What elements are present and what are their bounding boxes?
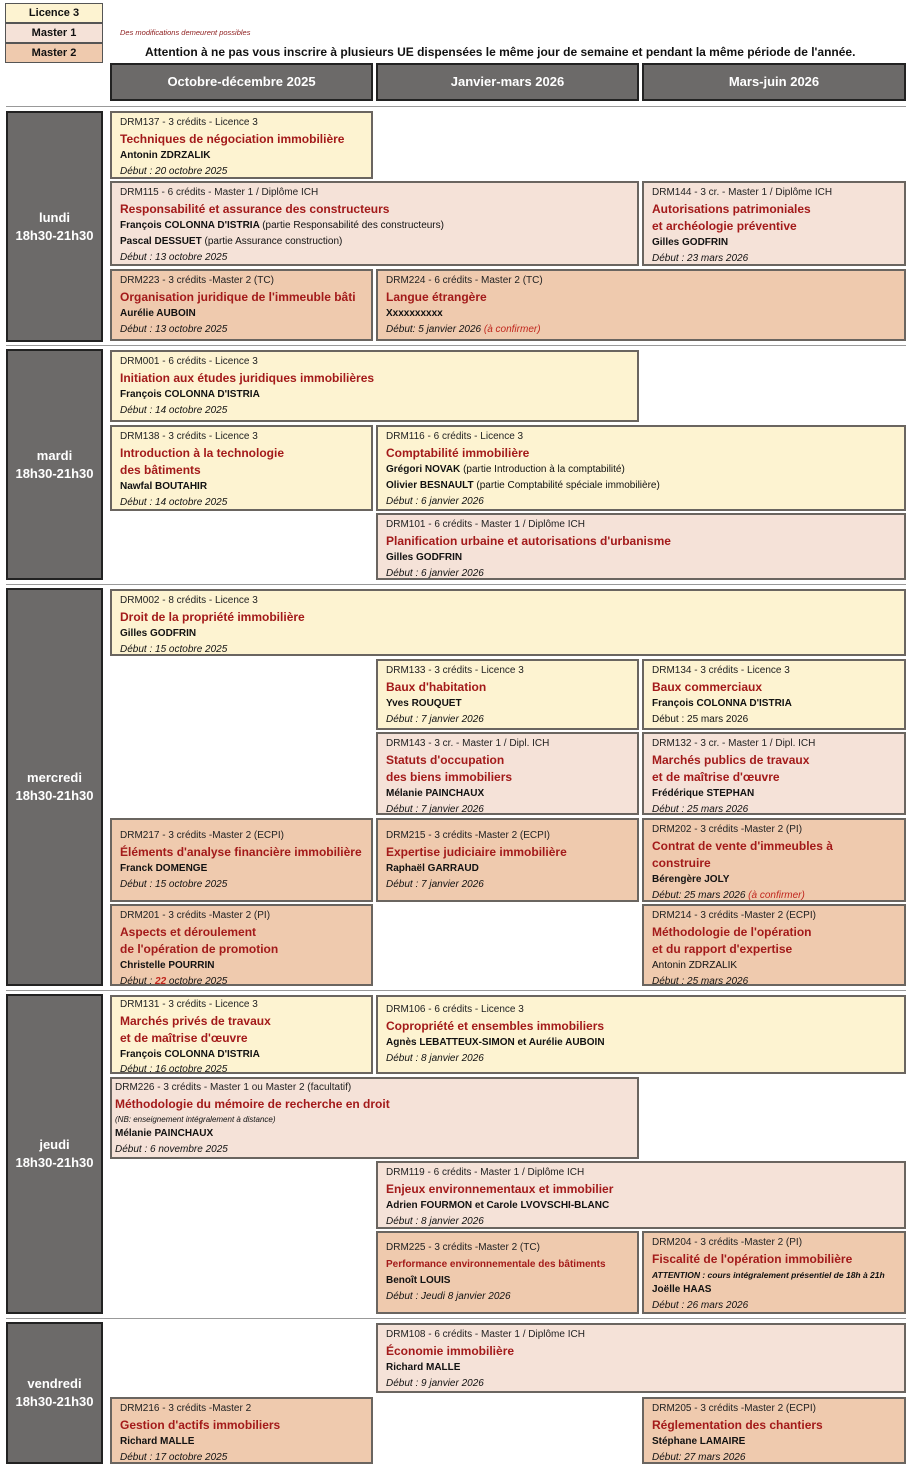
course-teacher: François COLONNA D'ISTRIA [652, 698, 792, 709]
course-meta: DRM138 - 3 crédits - Licence 3 [120, 431, 258, 442]
course-card-drm202[interactable] [642, 818, 906, 902]
course-start: Début : 23 mars 2026 [652, 253, 749, 264]
day-time: 18h30-21h30 [15, 1155, 94, 1170]
course-title: Économie immobilière [386, 1344, 515, 1358]
course-start: Début : 9 janvier 2026 [386, 1378, 484, 1389]
day-time: 18h30-21h30 [15, 788, 94, 803]
course-card-drm205[interactable] [642, 1397, 906, 1464]
course-title: Méthodologie de l'opération [652, 925, 812, 939]
course-meta: DRM131 - 3 crédits - Licence 3 [120, 999, 258, 1010]
course-title: et archéologie préventive [652, 219, 797, 233]
course-teacher [120, 218, 629, 234]
teacher-part: (partie Assurance construction) [204, 236, 343, 247]
start-date: Début: 5 janvier 2026 [386, 324, 482, 335]
course-title: Comptabilité immobilière [386, 446, 530, 460]
course-card-drm116[interactable] [376, 425, 906, 511]
course-attention-note: ATTENTION : cours intégralement présentiel de 18h à 21h [652, 1270, 885, 1280]
course-title: Copropriété et ensembles immobiliers [386, 1019, 605, 1033]
course-card-drm115[interactable] [110, 181, 639, 266]
course-teacher [386, 478, 896, 494]
course-title: Baux commerciaux [652, 680, 763, 694]
course-teacher [120, 234, 629, 250]
course-title: Techniques de négociation immobilière [120, 132, 345, 146]
course-start: Début : 8 janvier 2026 [386, 1053, 484, 1064]
separator [6, 990, 906, 991]
course-card-drm106[interactable] [376, 995, 906, 1074]
course-meta: DRM133 - 3 crédits - Licence 3 [386, 665, 524, 676]
course-teacher: Benoît LOUIS [386, 1275, 451, 1286]
course-title: Enjeux environnementaux et immobilier [386, 1182, 614, 1196]
course-card-drm217[interactable] [110, 818, 373, 902]
course-meta: DRM002 - 8 crédits - Licence 3 [120, 595, 258, 606]
course-meta: DRM132 - 3 cr. - Master 1 / Dipl. ICH [652, 738, 816, 749]
legend-licence-3: Licence 3 [5, 3, 103, 23]
course-teacher: Franck DOMENGE [120, 862, 208, 874]
legend-master-1: Master 1 [5, 23, 103, 43]
course-title: Méthodologie du mémoire de recherche en droit [115, 1097, 390, 1111]
legend-master-2: Master 2 [5, 43, 103, 63]
course-title: construire [652, 856, 711, 870]
course-title: des bâtiments [120, 463, 201, 477]
course-start: Début : 25 mars 2026 [652, 804, 749, 815]
course-start: Début : 20 octobre 2025 [120, 166, 228, 177]
course-meta: DRM224 - 6 crédits - Master 2 (TC) [386, 275, 543, 286]
course-teacher: Raphaël GARRAUD [386, 862, 479, 874]
course-start: Début : 6 janvier 2026 [386, 496, 484, 507]
course-teacher: Nawfal BOUTAHIR [120, 481, 208, 492]
course-title: Statuts d'occupation [386, 753, 505, 767]
course-start: Début : 17 octobre 2025 [120, 1452, 228, 1463]
course-meta: DRM204 - 3 crédits -Master 2 (PI) [652, 1237, 803, 1248]
course-start: Début : 6 janvier 2026 [386, 568, 484, 579]
course-start [652, 888, 896, 902]
day-time: 18h30-21h30 [15, 1394, 94, 1409]
course-meta: DRM214 - 3 crédits -Master 2 (ECPI) [652, 910, 816, 921]
day-time: 18h30-21h30 [15, 465, 94, 481]
course-card-drm214[interactable] [642, 904, 906, 986]
teacher-name: Olivier BESNAULT [386, 480, 474, 491]
course-teacher: Richard MALLE [120, 1436, 195, 1447]
day-label-mercredi [6, 588, 103, 986]
course-start: Début : 7 janvier 2026 [386, 804, 484, 815]
to-confirm-flag: (à confirmer) [748, 890, 805, 901]
course-start: Début : Jeudi 8 janvier 2026 [386, 1291, 511, 1302]
course-title: Expertise judiciaire immobilière [386, 844, 567, 859]
course-card-drm204[interactable] [642, 1231, 906, 1314]
modifications-note: Des modifications demeurent possibles [120, 28, 251, 37]
teacher-part: (partie Responsabilité des constructeurs) [262, 220, 444, 231]
course-start: Début : 15 octobre 2025 [120, 644, 228, 655]
course-meta: DRM143 - 3 cr. - Master 1 / Dipl. ICH [386, 738, 550, 749]
course-meta: DRM108 - 6 crédits - Master 1 / Diplôme ICH [386, 1329, 585, 1340]
course-start [120, 974, 363, 986]
course-start: Début : 26 mars 2026 [652, 1300, 749, 1311]
period-header-jan-mar: Janvier-mars 2026 [376, 63, 639, 101]
course-meta: DRM115 - 6 crédits - Master 1 / Diplôme ICH [120, 187, 319, 198]
course-start: Début : 25 mars 2026 [652, 714, 749, 725]
course-meta: DRM202 - 3 crédits -Master 2 (PI) [652, 824, 803, 835]
course-start: Début : 15 octobre 2025 [120, 878, 228, 890]
course-teacher: Gilles GODFRIN [120, 628, 197, 639]
course-card-drm215[interactable] [376, 818, 639, 902]
course-card-drm133[interactable] [376, 659, 639, 730]
course-teacher: Christelle POURRIN [120, 960, 215, 971]
course-card-drm119[interactable] [376, 1161, 906, 1229]
day-name: mercredi [27, 770, 82, 785]
course-teacher: Agnès LEBATTEUX-SIMON et Aurélie AUBOIN [386, 1037, 605, 1048]
course-start: Début : 16 octobre 2025 [120, 1064, 228, 1074]
course-title: Organisation juridique de l'immeuble bâti [120, 290, 356, 304]
course-teacher: Mélanie PAINCHAUX [386, 788, 485, 799]
separator [6, 345, 906, 346]
course-teacher: Xxxxxxxxxx [386, 308, 443, 319]
day-name: mardi [36, 447, 73, 463]
course-title: et de maîtrise d'œuvre [652, 770, 780, 784]
course-card-drm225[interactable] [376, 1231, 639, 1314]
course-title: et du rapport d'expertise [652, 942, 793, 956]
course-meta: DRM225 - 3 crédits -Master 2 (TC) [386, 1242, 540, 1253]
separator [6, 1318, 906, 1319]
course-card-drm002[interactable] [110, 589, 906, 656]
course-teacher: Aurélie AUBOIN [120, 308, 196, 319]
course-title: et de maîtrise d'œuvre [120, 1031, 248, 1045]
day-name: jeudi [39, 1137, 70, 1152]
course-meta: DRM134 - 3 crédits - Licence 3 [652, 665, 790, 676]
course-meta: DRM201 - 3 crédits -Master 2 (PI) [120, 910, 271, 921]
course-title: Fiscalité de l'opération immobilière [652, 1252, 853, 1266]
course-card-drm101[interactable] [376, 513, 906, 580]
course-start: Début : 6 novembre 2025 [115, 1144, 228, 1155]
course-meta: DRM119 - 6 crédits - Master 1 / Diplôme ICH [386, 1167, 585, 1178]
course-teacher: François COLONNA D'ISTRIA [120, 1049, 260, 1060]
course-meta: DRM001 - 6 crédits - Licence 3 [120, 356, 258, 367]
course-meta: DRM144 - 3 cr. - Master 1 / Diplôme ICH [652, 187, 833, 198]
course-card-drm137[interactable] [110, 111, 373, 179]
course-title: Autorisations patrimoniales [652, 202, 811, 216]
course-teacher: Richard MALLE [386, 1362, 461, 1373]
course-card-drm144[interactable] [642, 181, 906, 266]
course-teacher: Antonin ZDRZALIK [120, 150, 211, 161]
course-title: Contrat de vente d'immeubles à [652, 839, 833, 853]
course-title: Droit de la propriété immobilière [120, 610, 305, 624]
course-teacher [386, 462, 896, 478]
course-start: Début : 13 octobre 2025 [120, 252, 228, 263]
course-title: des biens immobiliers [386, 770, 513, 784]
course-card-drm131[interactable] [110, 995, 373, 1074]
course-title: Introduction à la technologie [120, 446, 285, 460]
course-title: Aspects et déroulement [120, 925, 257, 939]
start-day-highlight: 22 [155, 976, 167, 986]
course-card-drm001[interactable] [110, 350, 639, 422]
course-start: Début : 8 janvier 2026 [386, 1216, 484, 1227]
enrollment-warning: Attention à ne pas vous inscrire à plusieurs UE dispensées le même jour de semaine et pendant la même période de l'année. [145, 45, 856, 59]
course-teacher: Bérengère JOLY [652, 874, 730, 885]
course-meta: DRM116 - 6 crédits - Licence 3 [386, 431, 524, 442]
course-meta: DRM223 - 3 crédits -Master 2 (TC) [120, 275, 274, 286]
course-meta: DRM137 - 3 crédits - Licence 3 [120, 117, 258, 128]
day-label-jeudi [6, 994, 103, 1314]
day-name: lundi [38, 209, 71, 225]
course-card-drm226[interactable] [110, 1077, 639, 1159]
course-meta: DRM226 - 3 crédits - Master 1 ou Master 2 (facultatif) [115, 1082, 352, 1093]
course-meta: DRM215 - 3 crédits -Master 2 (ECPI) [386, 829, 550, 841]
course-meta: DRM205 - 3 crédits -Master 2 (ECPI) [652, 1403, 816, 1414]
course-title: Éléments d'analyse financière immobilière [120, 844, 362, 859]
course-card-drm108[interactable] [376, 1323, 906, 1393]
course-title: Planification urbaine et autorisations d'urbanisme [386, 534, 671, 548]
course-title: Marchés publics de travaux [652, 753, 810, 767]
course-meta: DRM217 - 3 crédits -Master 2 (ECPI) [120, 829, 284, 841]
start-prefix: Début : [120, 976, 156, 986]
day-label-mardi [6, 349, 103, 580]
teacher-name: Grégori NOVAK [386, 464, 461, 475]
course-start: Début : 7 janvier 2026 [386, 878, 484, 890]
course-title: de l'opération de promotion [120, 942, 279, 956]
teacher-name: Pascal DESSUET [120, 236, 202, 247]
course-card-drm223[interactable] [110, 269, 373, 341]
course-card-drm143[interactable] [376, 732, 639, 815]
course-card-drm224[interactable] [376, 269, 906, 341]
start-suffix: octobre 2025 [166, 976, 228, 986]
course-title: Baux d'habitation [386, 680, 487, 694]
course-card-drm138[interactable] [110, 425, 373, 511]
to-confirm-flag: (à confirmer) [483, 324, 541, 335]
course-meta: DRM216 - 3 crédits -Master 2 [120, 1403, 252, 1414]
day-label-vendredi [6, 1322, 103, 1464]
course-start: Début : 14 octobre 2025 [120, 405, 228, 416]
course-title: Initiation aux études juridiques immobilières [120, 371, 375, 385]
course-teacher: François COLONNA D'ISTRIA [120, 389, 260, 400]
course-start [386, 322, 896, 338]
course-card-drm132[interactable] [642, 732, 906, 815]
period-header-mar-jun: Mars-juin 2026 [642, 63, 906, 101]
course-title: Langue étrangère [386, 290, 487, 304]
period-header-oct-dec: Octobre-décembre 2025 [110, 63, 373, 101]
teacher-part: (partie Introduction à la comptabilité) [463, 464, 625, 475]
course-meta: DRM101 - 6 crédits - Master 1 / Diplôme ICH [386, 519, 585, 530]
course-meta: DRM106 - 6 crédits - Licence 3 [386, 1004, 524, 1015]
course-title: Responsabilité et assurance des constructeurs [120, 202, 390, 216]
course-teacher: Yves ROUQUET [386, 698, 462, 709]
course-teacher: Adrien FOURMON et Carole LVOVSCHI-BLANC [386, 1200, 610, 1211]
course-card-drm201[interactable] [110, 904, 373, 986]
day-label-lundi [6, 111, 103, 342]
course-teacher: Mélanie PAINCHAUX [115, 1128, 214, 1139]
course-teacher: Stéphane LAMAIRE [652, 1436, 746, 1447]
course-start: Début : 25 mars 2026 [652, 976, 749, 986]
separator [6, 584, 906, 585]
course-title: Performance environnementale des bâtiments [386, 1259, 606, 1270]
course-title: Réglementation des chantiers [652, 1418, 823, 1432]
course-teacher: Joëlle HAAS [652, 1284, 712, 1295]
day-time: 18h30-21h30 [15, 227, 94, 243]
teacher-part: (partie Comptabilité spéciale immobilière) [476, 480, 660, 491]
course-teacher: Gilles GODFRIN [386, 552, 463, 563]
course-start: Début : 7 janvier 2026 [386, 714, 484, 725]
course-teacher: Gilles GODFRIN [652, 237, 729, 248]
course-teacher: Frédérique STEPHAN [652, 788, 755, 799]
start-date: Début: 25 mars 2026 [652, 890, 746, 901]
day-name: vendredi [27, 1376, 82, 1391]
course-title: Marchés privés de travaux [120, 1014, 271, 1028]
course-start: Début : 14 octobre 2025 [120, 497, 228, 508]
course-card-drm216[interactable] [110, 1397, 373, 1464]
course-title: Gestion d'actifs immobiliers [120, 1418, 281, 1432]
course-start: Début: 27 mars 2026 [652, 1452, 746, 1463]
separator [6, 106, 906, 107]
course-start: Début : 13 octobre 2025 [120, 324, 228, 335]
course-card-drm134[interactable] [642, 659, 906, 730]
teacher-name: François COLONNA D'ISTRIA [120, 220, 260, 231]
course-teacher: Antonin ZDRZALIK [652, 960, 738, 971]
course-note: (NB: enseignement intégralement à distance) [115, 1115, 276, 1124]
